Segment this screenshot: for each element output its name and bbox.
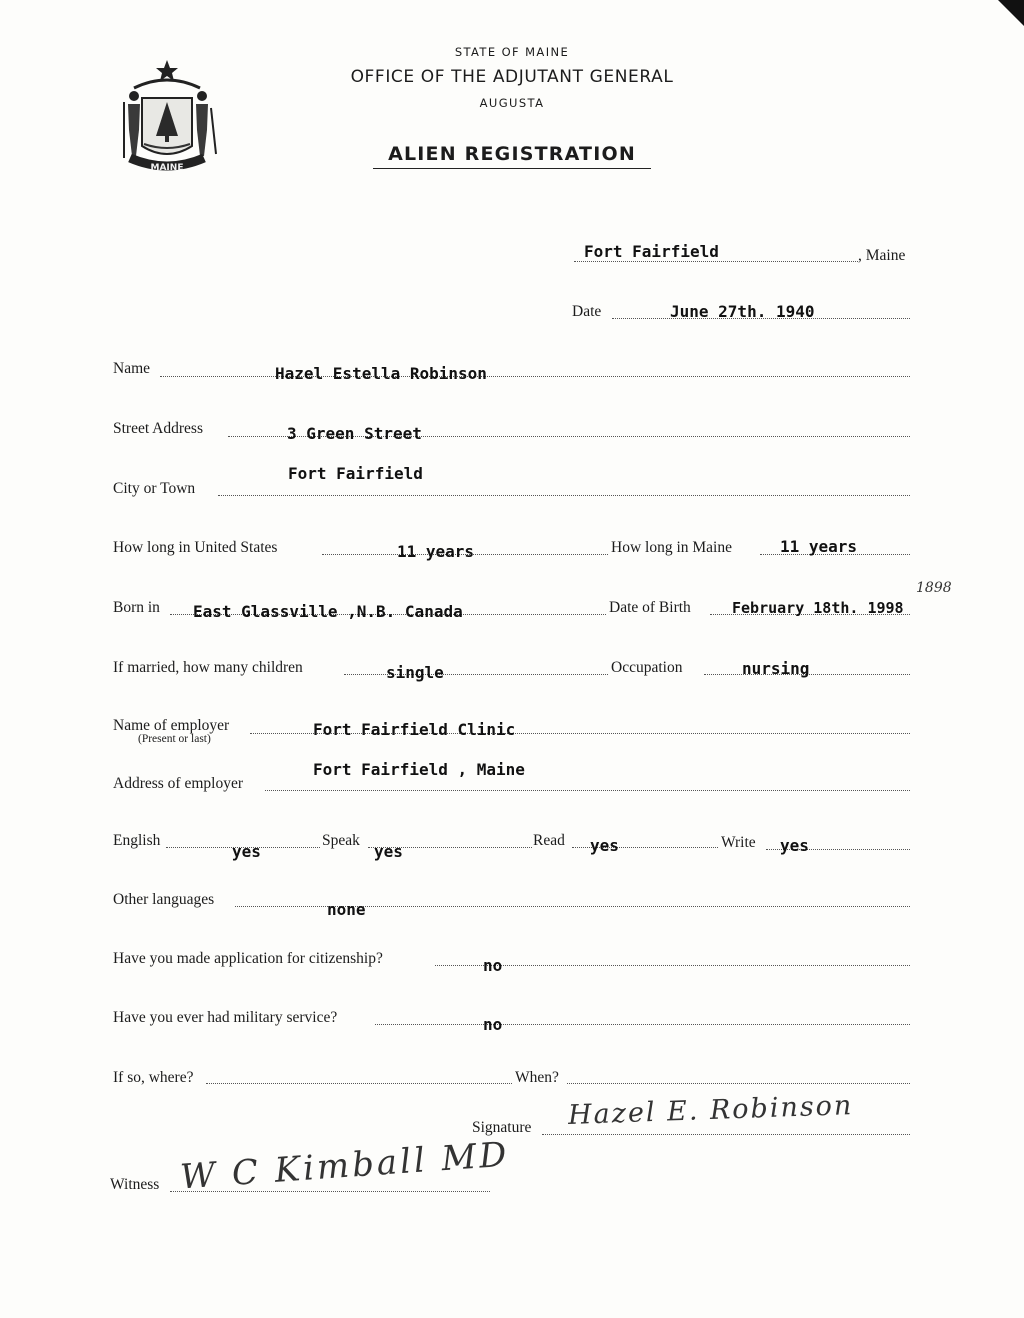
children-line [344, 674, 608, 675]
dob-value: February 18th. 1998 [732, 599, 904, 617]
scan-corner [998, 0, 1024, 26]
maine-time-value: 11 years [780, 537, 858, 556]
english-value: yes [232, 842, 261, 861]
dob-label: Date of Birth [609, 599, 691, 616]
witness-label: Witness [110, 1176, 160, 1193]
street-value: 3 Green Street [287, 424, 422, 443]
place-line [574, 261, 858, 262]
signature-handwritten: Hazel E. Robinson [567, 1090, 854, 1131]
maine-time-label: How long in Maine [611, 539, 732, 556]
employer-address-value: Fort Fairfield , Maine [313, 760, 525, 779]
when-label: When? [515, 1069, 559, 1086]
military-label: Have you ever had military service? [113, 1009, 338, 1026]
write-label: Write [721, 834, 756, 851]
signature-label: Signature [472, 1119, 532, 1136]
military-value: no [483, 1015, 503, 1034]
english-label: English [113, 832, 161, 849]
children-label: If married, how many children [113, 659, 303, 676]
header-office: OFFICE OF THE ADJUTANT GENERAL [350, 67, 674, 87]
us-time-label: How long in United States [113, 539, 278, 556]
citizenship-value: no [483, 956, 503, 975]
read-value: yes [590, 836, 619, 855]
name-line [160, 376, 910, 377]
when-line [567, 1083, 910, 1084]
military-line [375, 1024, 910, 1025]
place-suffix: , Maine [858, 247, 906, 264]
signature-line [542, 1134, 910, 1135]
city-line [218, 495, 910, 496]
citizenship-line [435, 965, 910, 966]
dob-handwritten-correction: 1898 [916, 580, 952, 596]
page-title: ALIEN REGISTRATION [388, 143, 636, 165]
place-value: Fort Fairfield [584, 242, 719, 261]
name-label: Name [113, 360, 151, 377]
write-value: yes [780, 836, 809, 855]
svg-text:MAINE: MAINE [150, 163, 184, 173]
date-label: Date [572, 303, 602, 320]
where-label: If so, where? [113, 1069, 194, 1086]
speak-value: yes [374, 842, 403, 861]
date-value: June 27th. 1940 [670, 302, 815, 321]
witness-signature: W C Kimball MD [179, 1134, 511, 1198]
city-label: City or Town [113, 480, 196, 497]
employer-value: Fort Fairfield Clinic [313, 720, 516, 739]
other-languages-label: Other languages [113, 891, 215, 908]
born-label: Born in [113, 599, 160, 616]
occupation-label: Occupation [611, 659, 683, 676]
us-time-value: 11 years [397, 542, 475, 561]
occupation-value: nursing [742, 659, 810, 678]
speak-label: Speak [322, 832, 360, 849]
born-value: East Glassville ,N.B. Canada [193, 602, 463, 621]
other-languages-value: none [327, 900, 366, 919]
employer-sublabel: (Present or last) [138, 733, 211, 745]
city-value: Fort Fairfield [288, 464, 423, 483]
employer-address-line [265, 790, 910, 791]
name-value: Hazel Estella Robinson [275, 364, 487, 383]
children-value: single [386, 663, 444, 682]
employer-label: Name of employer [113, 717, 230, 734]
citizenship-label: Have you made application for citizenship? [113, 950, 383, 967]
header-state: STATE OF MAINE [454, 45, 570, 59]
street-label: Street Address [113, 420, 203, 437]
read-label: Read [533, 832, 565, 849]
where-line [206, 1083, 512, 1084]
employer-address-label: Address of employer [113, 775, 243, 792]
header-city: AUGUSTA [479, 96, 545, 110]
title-underline [373, 168, 651, 169]
